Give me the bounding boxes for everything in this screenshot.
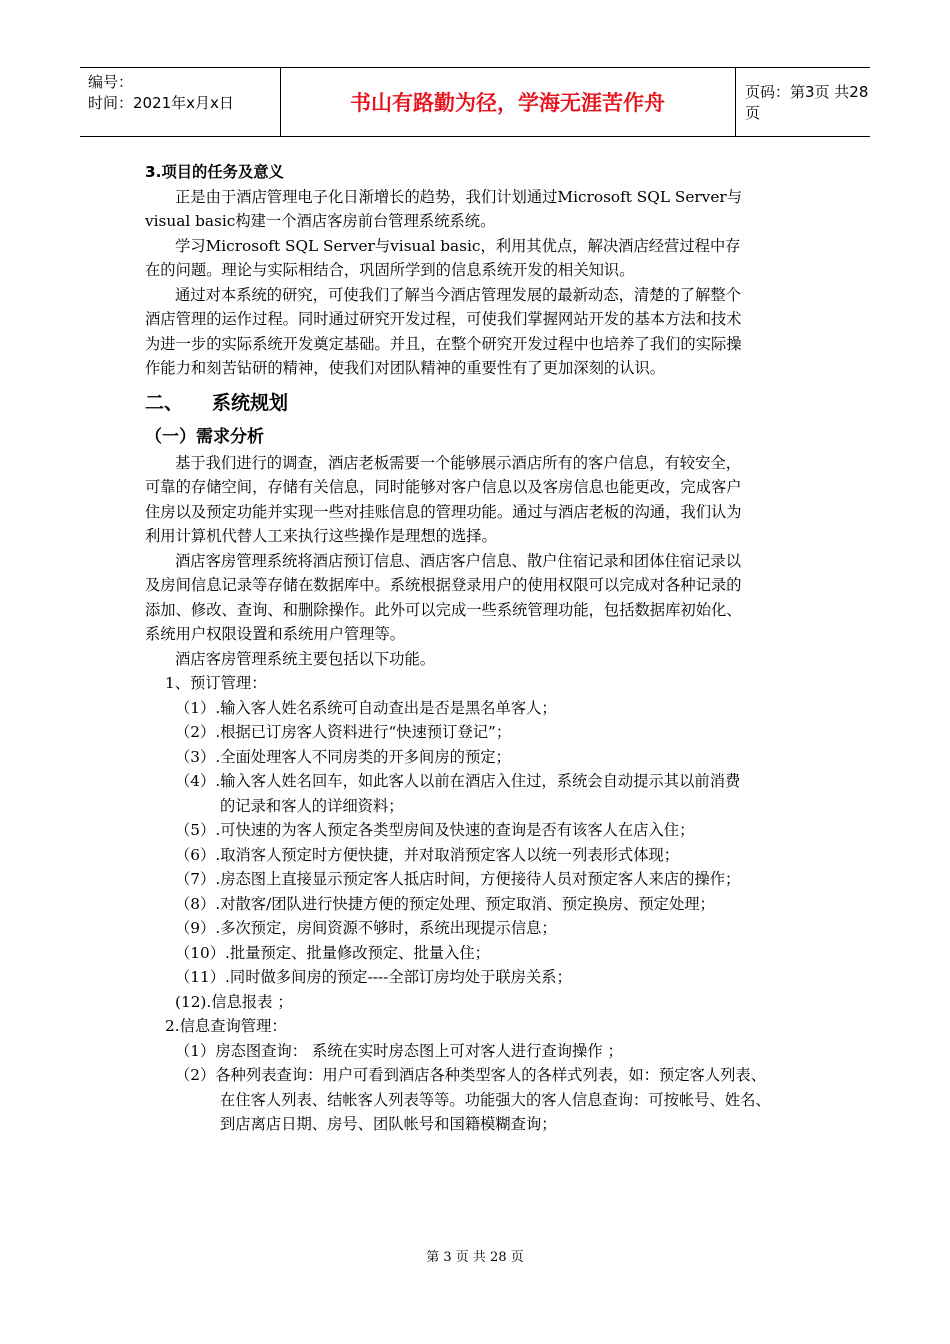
list-item: （1）.输入客人姓名系统可自动查出是否是黑名单客人； (175, 698, 557, 717)
list-item-continuation: 到店离店日期、房号、团队帐号和国籍模糊查询； (220, 1115, 557, 1133)
subsection-heading: （一）需求分析 (145, 426, 264, 447)
paragraph-line: 酒店客房管理系统主要包括以下功能。 (175, 649, 436, 668)
list-item: （4）.输入客人姓名回车，如此客人以前在酒店入住过，系统会自动提示其以前消费 (175, 772, 741, 790)
list-item: （11）.同时做多间房的预定----全部订房均处于联房关系； (175, 968, 572, 986)
list-item: （8）.对散客/团队进行快捷方便的预定处理、预定取消、预定换房、预定处理； (175, 894, 715, 913)
list-item: （3）.全面处理客人不同房类的开多间房的预定； (175, 747, 511, 766)
document-body (145, 160, 815, 1137)
paragraph-line: 学习Microsoft SQL Server与visual basic，利用其优点，解决酒店经营过程中存 (175, 236, 741, 255)
section-heading (145, 383, 815, 423)
header-meta (88, 72, 234, 114)
paragraph-line: 可靠的存储空间，存储有关信息，同时能够对客户信息以及客房信息也能更改，完成客户 (145, 478, 742, 496)
list-item-continuation: 在住客人列表、结帐客人列表等等。功能强大的客人信息查询：可按帐号、姓名、 (220, 1090, 771, 1109)
paragraph-line: 作能力和刻苦钻研的精神，使我们对团队精神的重要性有了更加深刻的认识。 (145, 359, 666, 377)
list-item: （7）.房态图上直接显示预定客人抵店时间，方便接待人员对预定客人来店的操作； (175, 870, 741, 888)
paragraph-line: visual basic构建一个酒店客房前台管理系统系统。 (145, 212, 496, 230)
list-item: （10）.批量预定、批量修改预定、批量入住； (175, 943, 490, 962)
paragraph-line: 酒店客房管理系统将酒店预订信息、酒店客户信息、散户住宿记录和团体住宿记录以 (175, 551, 741, 570)
paragraph-line: 及房间信息记录等存储在数据库中。系统根据登录用户的使用权限可以完成对各种记录的 (145, 576, 742, 594)
paragraph-line: 基于我们进行的调查，酒店老板需要一个能够展示酒店所有的客户信息，有较安全， (175, 453, 741, 472)
list-item: （5）.可快速的为客人预定各类型房间及快速的查询是否有该客人在店入住； (175, 821, 695, 839)
list-item-continuation: 的记录和客人的详细资料； (220, 796, 404, 815)
code-label: 编号： (88, 73, 134, 91)
feature-group-title: 2.信息查询管理： (165, 1017, 287, 1035)
list-item: （1）房态图查询： 系统在实时房态图上可对客人进行查询操作 ； (175, 1041, 623, 1060)
header-page-label: 页码：第3页 共28页 (745, 83, 869, 122)
paragraph-line: 酒店管理的运作过程。同时通过研究开发过程，可使我们掌握网站开发的基本方法和技术 (145, 310, 742, 328)
paragraph-line: 通过对本系统的研究，可使我们了解当今酒店管理发展的最新动态，清楚的了解整个 (175, 285, 741, 304)
list-item: （2）各种列表查询：用户可看到酒店各种类型客人的各样式列表，如：预定客人列表、 (175, 1066, 767, 1084)
paragraph-line: 正是由于酒店管理电子化日渐增长的趋势，我们计划通过Microsoft SQL Server与 (175, 187, 742, 206)
page-footer: 第 3 页 共 28 页 (426, 1250, 524, 1265)
section-3-title: 3.项目的任务及意义 (145, 163, 284, 181)
paragraph-line: 利用计算机代替人工来执行这些操作是理想的选择。 (145, 527, 497, 545)
list-item: (12).信息报表 ； (175, 992, 293, 1011)
section-number: 二、 (145, 391, 184, 414)
paragraph-line: 住房以及预定功能并实现一些对挂账信息的管理功能。通过与酒店老板的沟通，我们认为 (145, 502, 742, 521)
list-item: （6）.取消客人预定时方便快捷，并对取消预定客人以统一列表形式体现； (175, 845, 680, 864)
list-item: （9）.多次预定，房间资源不够时，系统出现提示信息； (175, 919, 557, 937)
paragraph-line: 在的问题。理论与实际相结合，巩固所学到的信息系统开发的相关知识。 (145, 261, 635, 279)
list-item: （2）.根据已订房客人资料进行“快速预订登记”； (175, 723, 512, 741)
paragraph-line: 为进一步的实际系统开发奠定基础。并且，在整个研究开发过程中也培养了我们的实际操 (145, 334, 742, 353)
section-title: 系统规划 (212, 391, 289, 414)
paragraph-line: 系统用户权限设置和系统用户管理等。 (145, 625, 406, 643)
paragraph-line: 添加、修改、查询、和删除操作。此外可以完成一些系统管理功能，包括数据库初始化、 (145, 600, 742, 619)
header-motto: 书山有路勤为径，学海无涯苦作舟 (350, 91, 665, 115)
page-header (80, 67, 870, 137)
date-label: 时间：2021年x月x日 (88, 94, 234, 112)
feature-group-title: 1、预订管理： (165, 674, 267, 692)
